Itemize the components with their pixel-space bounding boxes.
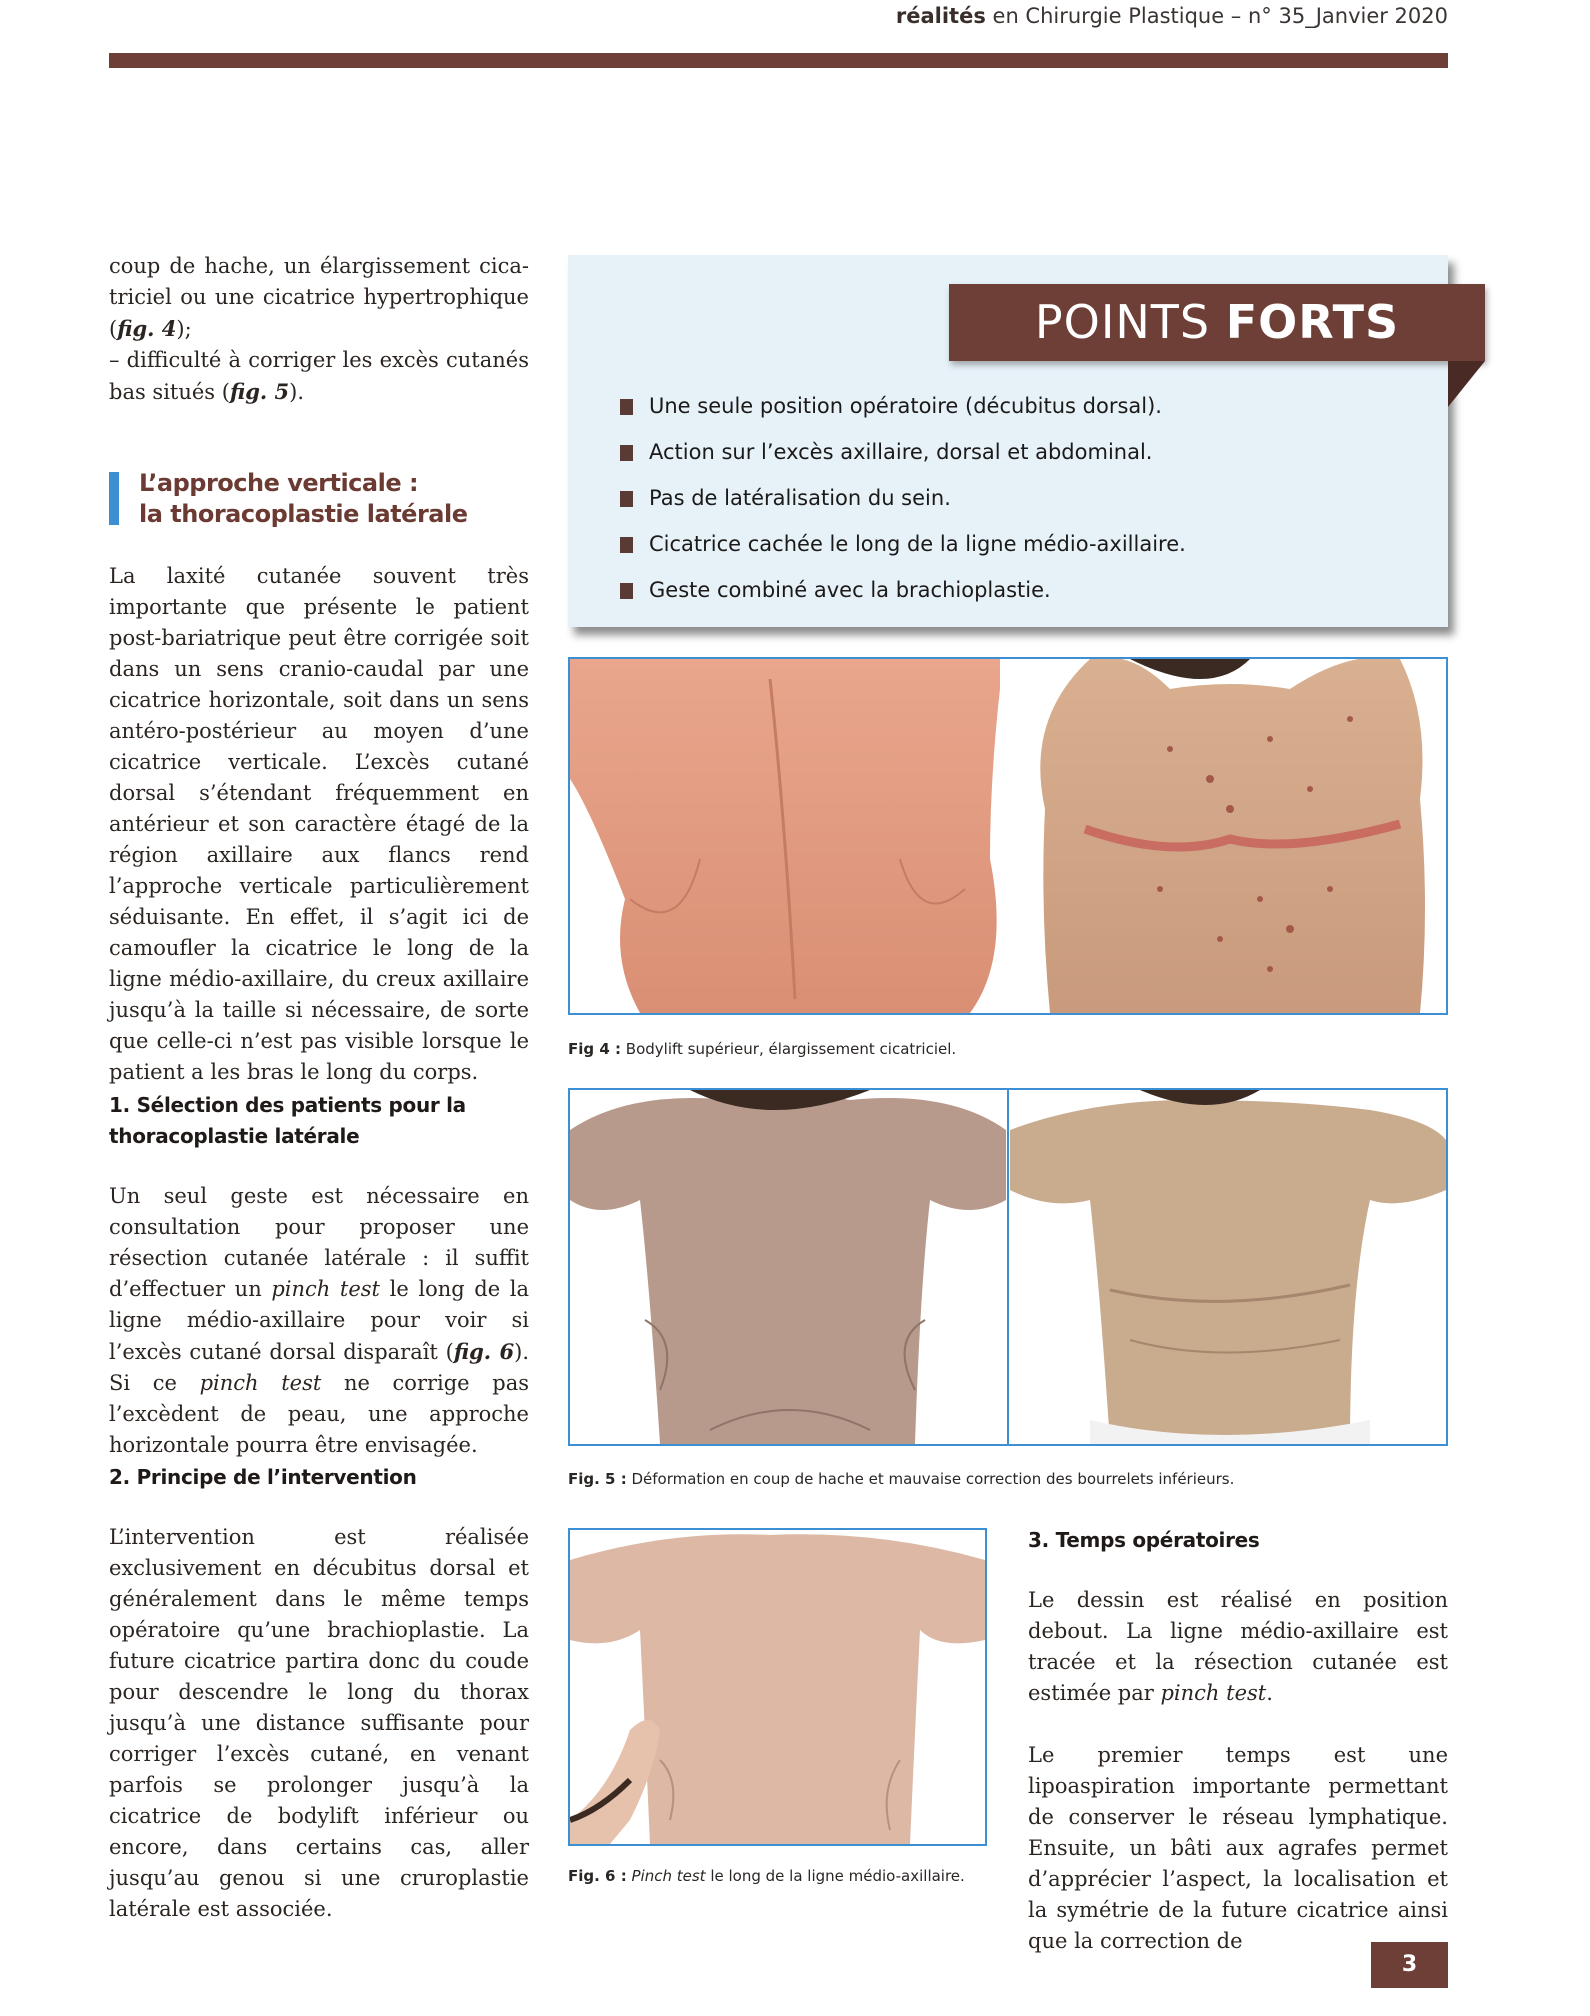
subheading-principle: 2. Principe de l’intervention	[109, 1465, 417, 1489]
journal-issue: en Chirurgie Plastique – n° 35_Janvier 2020	[985, 4, 1448, 28]
intro-text	[109, 251, 529, 408]
points-forts-item: Geste combiné avec la brachioplastie.	[620, 567, 1186, 613]
figure-6-caption: Fig. 6 : Pinch test le long de la ligne médio-axillaire.	[568, 1867, 965, 1885]
figure-5-image	[568, 1088, 1448, 1446]
figure-5-caption: Fig. 5 : Déformation en coup de hache et mauvaise correction des bourrelets inférieurs.	[568, 1470, 1235, 1488]
section-body	[109, 561, 529, 1088]
bullet-square-icon	[620, 445, 633, 461]
journal-brand: réalités	[895, 4, 986, 28]
patient-selection-paragraph: Un seul geste est nécessaire en consultation pour proposer une résection cutanée latérale : il suffit d’effectuer un pinch test le long de la ligne médio-axillaire pour voir si l’excès cutané dorsal disparaît (fig. 6). Si ce pinch test ne corrige pas l’excèdent de peau, une approche horizontale pourra être envisagée.	[109, 1184, 529, 1457]
points-forts-title: POINTS FORTS	[1034, 295, 1400, 349]
patient-selection-body	[109, 1181, 529, 1461]
section-heading-text: L’approche verticale : la thoracoplastie latérale	[139, 469, 468, 528]
bullet-square-icon	[620, 537, 633, 553]
section-paragraph: La laxité cutanée souvent très importante que présente le patient post-bariatrique peut être corrigée soit dans un sens cranio-caudal par une cicatrice horizontale, soit dans un sens antéro-postérieur au moyen d’une cicatrice verticale. L’excès cutané dorsal s’étendant fréquemment en antérieur et son caractère étagé de la région axillaire aux flancs rend l’approche verticale particulièrement séduisante. En effet, il s’agit ici de camoufler la cicatrice le long de la ligne médio-axillaire, du creux axillaire jusqu’à la taille si nécessaire, de sorte que celle-ci n’est pas visible lorsque le patient a les bras le long du corps.	[109, 564, 529, 1084]
principle-body	[109, 1522, 529, 1925]
operative-steps-body	[1028, 1585, 1448, 1957]
operative-steps-paragraph-1: Le dessin est réalisé en position debout. La ligne médio-axillaire est tracée et la résection cutanée est estimée par pinch test.	[1028, 1588, 1448, 1705]
points-forts-item: Action sur l’excès axillaire, dorsal et abdominal.	[620, 429, 1186, 475]
figure-4-caption: Fig 4 : Bodylift supérieur, élargissement cicatriciel.	[568, 1040, 957, 1058]
section-heading-bar	[109, 472, 119, 525]
points-forts-list	[620, 383, 1186, 613]
banner-fold	[1448, 361, 1485, 407]
points-forts-item: Une seule position opératoire (décubitus dorsal).	[620, 383, 1186, 429]
intro-paragraph-2: – difficulté à corriger les excès cutanés bas situés (fig. 5).	[109, 348, 529, 404]
intro-paragraph-1: coup de hache, un élargissement cica-triciel ou une cicatrice hypertrophique (fig. 4);	[109, 254, 529, 341]
running-header	[896, 4, 1448, 28]
points-forts-item: Cicatrice cachée le long de la ligne médio-axillaire.	[620, 521, 1186, 567]
header-rule	[109, 53, 1448, 68]
bullet-square-icon	[620, 491, 633, 507]
section-heading	[109, 468, 529, 528]
fig-reference: fig. 4	[117, 316, 177, 341]
bullet-square-icon	[620, 583, 633, 599]
bullet-square-icon	[620, 399, 633, 415]
figure-4-image	[568, 657, 1448, 1015]
points-forts-item: Pas de latéralisation du sein.	[620, 475, 1186, 521]
subheading-patient-selection: 1. Sélection des patients pour la thoracoplastie latérale	[109, 1093, 466, 1148]
figure-6-image	[568, 1528, 987, 1846]
subheading-operative-steps: 3. Temps opératoires	[1028, 1528, 1260, 1552]
operative-steps-paragraph-2: Le premier temps est une lipoaspiration importante permettant de conserver le réseau lymphatique. Ensuite, un bâti aux agrafes permet d’apprécier l’aspect, la localisation et la symétrie de la future cicatrice ainsi que la correction de	[1028, 1743, 1448, 1953]
principle-paragraph: L’intervention est réalisée exclusivement en décubitus dorsal et généralement dans le même temps opératoire qu’une brachioplastie. La future cicatrice partira donc du coude pour descendre le long du thorax jusqu’à une distance suffisante pour corriger l’excès cutané, en venant parfois se prolonger jusqu’à la cicatrice de bodylift inférieur ou encore, dans certains cas, aller jusqu’au genou si une cruroplastie latérale est associée.	[109, 1525, 529, 1921]
page-number: 3	[1371, 1942, 1448, 1988]
points-forts-banner	[949, 284, 1485, 361]
fig-reference: fig. 5	[229, 379, 290, 404]
